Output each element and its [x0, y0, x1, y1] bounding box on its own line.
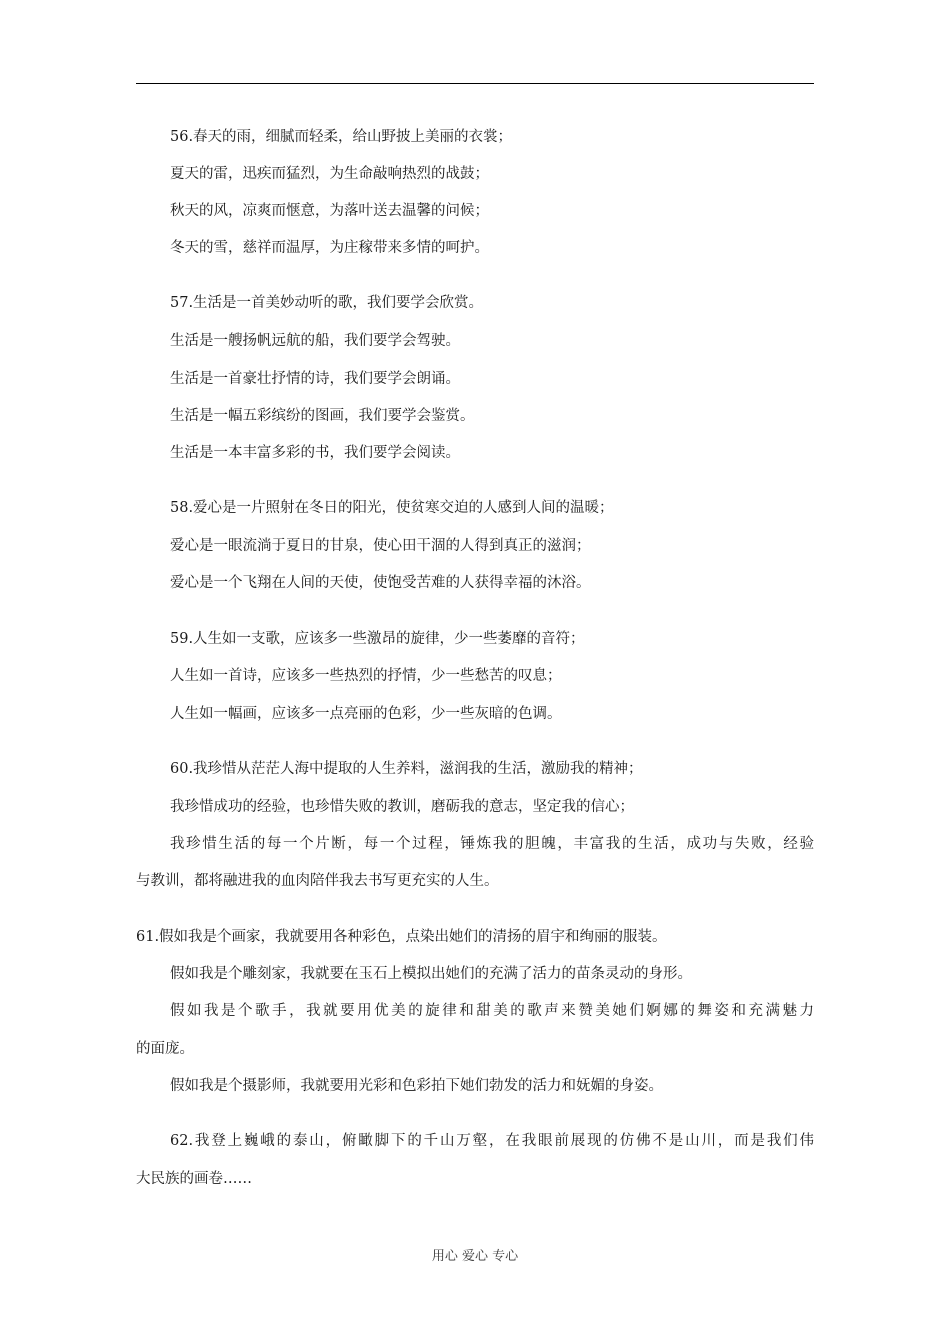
paragraph-57-line-1: 57.生活是一首美妙动听的歌，我们要学会欣赏。	[170, 295, 484, 311]
paragraph-59-line-2: 人生如一首诗，应该多一些热烈的抒情，少一些愁苦的叹息；	[170, 668, 562, 684]
paragraph-60-line-3: 我珍惜生活的每一个片断，每一个过程，锤炼我的胆魄，丰富我的生活，成功与失败，经验	[170, 836, 814, 852]
paragraph-58-line-1: 58.爱心是一片照射在冬日的阳光，使贫寒交迫的人感到人间的温暖；	[170, 500, 614, 516]
paragraph-62-line-1: 62.我登上巍峨的泰山，俯瞰脚下的千山万壑，在我眼前展现的仿佛不是山川，而是我们伟	[170, 1133, 814, 1149]
paragraph-59-line-3: 人生如一幅画，应该多一点亮丽的色彩，少一些灰暗的色调。	[170, 706, 562, 722]
paragraph-61-line-3: 假如我是个歌手，我就要用优美的旋律和甜美的歌声来赞美她们婀娜的舞姿和充满魅力	[170, 1003, 814, 1019]
paragraph-60-line-2: 我珍惜成功的经验，也珍惜失败的教训，磨砺我的意志，坚定我的信心；	[170, 799, 634, 815]
paragraph-56-line-3: 秋天的风，凉爽而惬意，为落叶送去温馨的问候；	[170, 203, 489, 219]
paragraph-61-line-5: 假如我是个摄影师，我就要用光彩和色彩拍下她们勃发的活力和妩媚的身姿。	[170, 1078, 663, 1094]
paragraph-57-line-4: 生活是一幅五彩缤纷的图画，我们要学会鉴赏。	[170, 408, 475, 424]
paragraph-60-line-4: 与教训，都将融进我的血肉陪伴我去书写更充实的人生。	[136, 873, 499, 889]
paragraph-56-line-1: 56.春天的雨，细腻而轻柔，给山野披上美丽的衣裳；	[170, 129, 513, 145]
paragraph-61-line-1: 61.假如我是个画家，我就要用各种彩色，点染出她们的清扬的眉宇和绚丽的服装。	[136, 929, 667, 945]
paragraph-57-line-2: 生活是一艘扬帆远航的船，我们要学会驾驶。	[170, 333, 460, 349]
page-footer: 用心 爱心 专心	[431, 1249, 519, 1264]
paragraph-57-line-5: 生活是一本丰富多彩的书，我们要学会阅读。	[170, 445, 460, 461]
paragraph-62-line-2: 大民族的画卷……	[136, 1171, 252, 1187]
paragraph-56-line-2: 夏天的雷，迅疾而猛烈，为生命敲响热烈的战鼓；	[170, 166, 489, 182]
paragraph-57-line-3: 生活是一首豪壮抒情的诗，我们要学会朗诵。	[170, 371, 460, 387]
paragraph-60-line-1: 60.我珍惜从茫茫人海中提取的人生养料，滋润我的生活，激励我的精神；	[170, 761, 643, 777]
document-body	[136, 0, 814, 1344]
paragraph-58-line-3: 爱心是一个飞翔在人间的天使，使饱受苦难的人获得幸福的沐浴。	[170, 575, 591, 591]
paragraph-59-line-1: 59.人生如一支歌，应该多一些激昂的旋律，少一些萎靡的音符；	[170, 631, 585, 647]
paragraph-58-line-2: 爱心是一眼流淌于夏日的甘泉，使心田干涸的人得到真正的滋润；	[170, 538, 591, 554]
paragraph-56-line-4: 冬天的雪，慈祥而温厚，为庄稼带来多情的呵护。	[170, 240, 489, 256]
paragraph-61-line-2: 假如我是个雕刻家，我就要在玉石上模拟出她们的充满了活力的苗条灵动的身形。	[170, 966, 692, 982]
paragraph-61-line-4: 的面庞。	[136, 1041, 194, 1057]
